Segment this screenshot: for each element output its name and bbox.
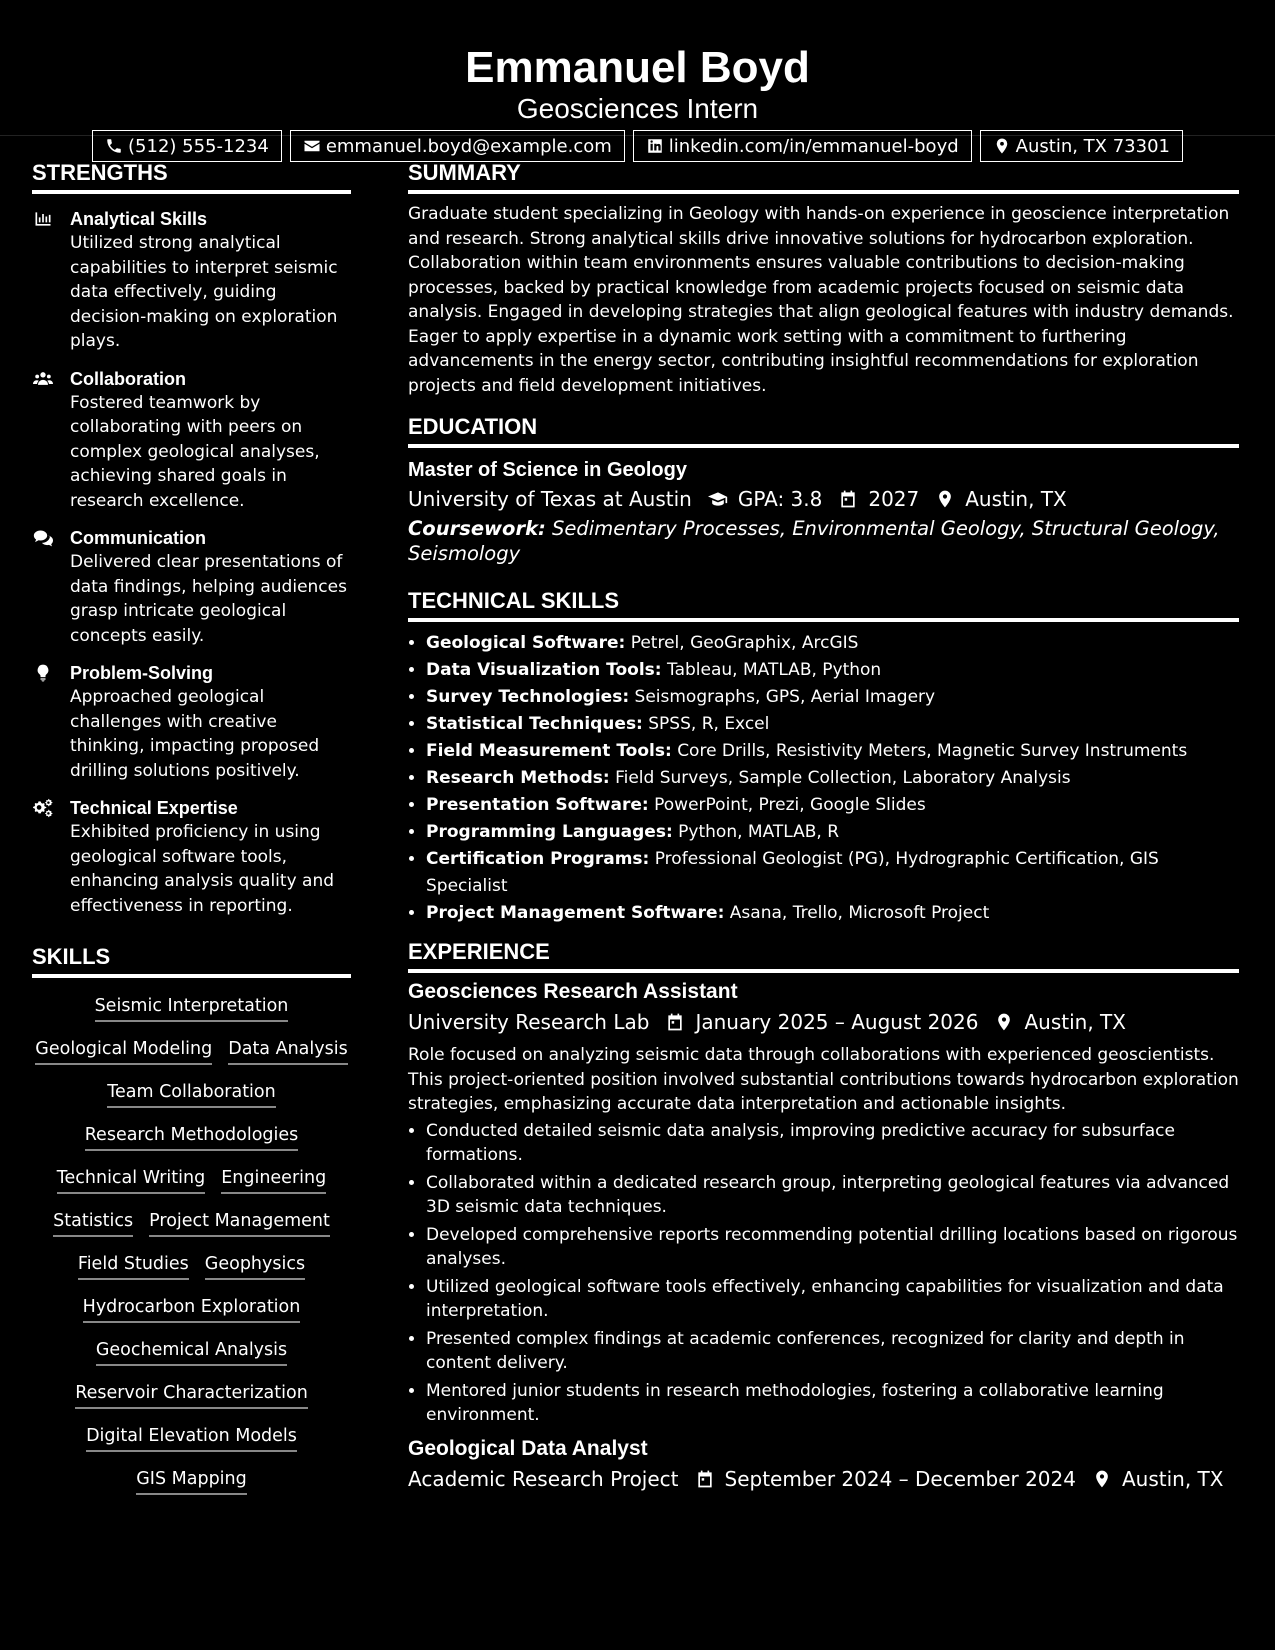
coursework-list: Sedimentary Processes, Environmental Geology, Structural Geology, Seismology	[408, 517, 1220, 565]
strength-description: Fostered teamwork by collaborating with peers on complex geological analyses, achieving shared goals in research excellence.	[70, 392, 320, 511]
skills-row	[32, 1295, 351, 1323]
skill-tag: Seismic Interpretation	[95, 994, 289, 1022]
right-column	[408, 136, 1239, 1495]
coursework-label: Coursework:	[408, 517, 546, 540]
strength-item	[32, 796, 351, 918]
skill-tag: Research Methodologies	[85, 1123, 299, 1151]
graduation-year: 2027	[868, 487, 920, 511]
technical-skill-item	[426, 738, 1239, 765]
technical-skill-value: Core Drills, Resistivity Meters, Magnetic Survey Instruments	[677, 741, 1188, 761]
technical-skill-value: Seismographs, GPS, Aerial Imagery	[634, 687, 936, 707]
calendar-icon	[695, 1469, 715, 1489]
technical-skill-value: Petrel, GeoGraphix, ArcGIS	[630, 633, 859, 653]
skill-tag: Geological Modeling	[35, 1037, 212, 1065]
strengths-heading: STRENGTHS	[32, 160, 351, 194]
strength-description: Approached geological challenges with creative thinking, impacting proposed drilling solutions positively.	[70, 687, 320, 781]
skill-tag: GIS Mapping	[136, 1467, 247, 1495]
skills-row	[32, 1123, 351, 1151]
school-name: University of Texas at Austin	[408, 487, 692, 511]
technical-skill-label: Data Visualization Tools:	[426, 660, 662, 680]
job-bullets	[408, 1119, 1239, 1428]
job-meta	[408, 1007, 1239, 1037]
summary-heading: SUMMARY	[408, 160, 1239, 194]
strengths-list	[32, 207, 351, 918]
technical-skill-label: Survey Technologies:	[426, 687, 630, 707]
technical-skill-value: Python, MATLAB, R	[678, 822, 840, 842]
job-location: Austin, TX	[1121, 1466, 1224, 1491]
experience-heading: EXPERIENCE	[408, 939, 1239, 973]
technical-skill-label: Geological Software:	[426, 633, 626, 653]
skills-heading: SKILLS	[32, 944, 351, 978]
gears-icon	[32, 798, 54, 818]
skills-row	[32, 1037, 351, 1065]
job-bullet: • Collaborated within a dedicated research group, interpreting geological features via advanced 3D seismic data techniques.	[426, 1171, 1239, 1220]
job-bullet: • Conducted detailed seismic data analysis, improving predictive accuracy for subsurface formations.	[426, 1119, 1239, 1168]
technical-skill-item	[426, 684, 1239, 711]
technical-skill-item	[426, 846, 1239, 900]
job-title: Geological Data Analyst	[408, 1436, 648, 1460]
graduation-cap-icon	[708, 489, 728, 509]
skill-tag: Digital Elevation Models	[86, 1424, 297, 1452]
strength-item	[32, 526, 351, 648]
left-column	[32, 136, 351, 1495]
technical-skill-item	[426, 657, 1239, 684]
job-title: Geosciences Research Assistant	[408, 980, 738, 1003]
technical-skills-heading: TECHNICAL SKILLS	[408, 588, 1239, 622]
strength-title: Collaboration	[70, 368, 186, 389]
skill-tag: Hydrocarbon Exploration	[83, 1295, 301, 1323]
contact-linkedin-text: linkedin.com/in/emmanuel-boyd	[668, 135, 959, 157]
job-organization: University Research Lab	[408, 1010, 650, 1034]
skills-row	[32, 1166, 351, 1194]
skills-row	[32, 1252, 351, 1280]
job-description: Role focused on analyzing seismic data through collaborations with experienced geoscientists. This project-oriented position involved substantial contributions towards hydrocarbon exploration strategies, emphasizing accurate data interpretation and actionable insights.	[408, 1045, 1239, 1114]
job-location: Austin, TX	[1024, 1010, 1126, 1034]
skills-row	[32, 1209, 351, 1237]
skill-tag: Team Collaboration	[107, 1080, 275, 1108]
technical-skill-value: Asana, Trello, Microsoft Project	[729, 903, 990, 923]
map-pin-icon	[935, 489, 955, 509]
job-dates: January 2025 – August 2026	[695, 1010, 979, 1034]
job-organization: Academic Research Project	[408, 1466, 679, 1491]
skill-tag: Field Studies	[78, 1252, 189, 1280]
strength-title: Problem-Solving	[70, 663, 214, 683]
skill-tag: Geophysics	[205, 1252, 305, 1280]
education-location: Austin, TX	[965, 487, 1067, 511]
calendar-icon	[838, 489, 858, 509]
job-bullet: • Developed comprehensive reports recommending potential drilling locations based on rigorous analyses.	[426, 1223, 1239, 1272]
education-meta	[408, 484, 1239, 514]
skills-list	[32, 994, 351, 1495]
resume-header	[0, 0, 1275, 157]
technical-skill-label: Certification Programs:	[426, 849, 650, 869]
skill-tag: Data Analysis	[228, 1037, 347, 1065]
technical-skill-label: Project Management Software:	[426, 903, 725, 923]
coursework	[408, 516, 1239, 566]
contact-phone-text: (512) 555-1234	[128, 135, 269, 157]
users-icon	[32, 369, 54, 389]
skill-tag: Reservoir Characterization	[75, 1381, 308, 1409]
skills-row	[32, 1381, 351, 1409]
technical-skill-item	[426, 819, 1239, 846]
strength-title: Analytical Skills	[70, 209, 208, 229]
skills-row	[32, 1424, 351, 1452]
skills-row	[32, 1467, 351, 1495]
job-bullet: • Mentored junior students in research methodologies, fostering a collaborative learning environment.	[426, 1379, 1239, 1428]
strength-description: Exhibited proficiency in using geological software tools, enhancing analysis quality and effectiveness in reporting.	[70, 822, 335, 916]
technical-skill-value: Field Surveys, Sample Collection, Laboratory Analysis	[615, 768, 1071, 788]
skill-tag: Engineering	[221, 1166, 326, 1194]
strength-item	[32, 661, 351, 783]
skill-tag: Statistics	[53, 1209, 133, 1237]
technical-skill-label: Field Measurement Tools:	[426, 741, 672, 761]
contact-location-text: Austin, TX 73301	[1015, 135, 1170, 157]
skill-tag: Technical Writing	[57, 1166, 205, 1194]
technical-skills-list	[408, 630, 1239, 927]
candidate-title: Geosciences Intern	[516, 93, 759, 124]
technical-skill-item	[426, 765, 1239, 792]
summary-text: Graduate student specializing in Geology with hands-on experience in geoscience interpretation and research. Strong analytical skills drive innovative solutions for hydrocarbon exploration. Collaboration within team environments ensures valuable contributions to decision-making processes, backed by practical knowledge from academic projects focused on seismic data analysis. Engaged in developing strategies that align geological features with industry demands. Eager to apply expertise in a dynamic work setting with a commitment to furthering advancements in the energy sector, contributing insightful recommendations for exploration projects and field development initiatives.	[408, 204, 1234, 396]
job-dates: September 2024 – December 2024	[724, 1466, 1076, 1491]
strength-description: Utilized strong analytical capabilities to interpret seismic data effectively, guiding decision-making on exploration plays.	[70, 233, 338, 351]
technical-skill-value: Tableau, MATLAB, Python	[667, 660, 882, 680]
job-meta	[408, 1464, 1239, 1494]
technical-skill-item	[426, 630, 1239, 657]
contact-email-text: emmanuel.boyd@example.com	[325, 135, 612, 157]
lightbulb-icon	[32, 663, 54, 683]
strength-item	[32, 367, 351, 514]
candidate-name: Emmanuel Boyd	[465, 43, 810, 92]
strength-item	[32, 207, 351, 354]
comments-icon	[32, 528, 54, 548]
degree-title: Master of Science in Geology	[408, 459, 687, 481]
job-bullet: • Presented complex findings at academic conferences, recognized for clarity and depth in content delivery.	[426, 1327, 1239, 1376]
map-pin-icon	[994, 1012, 1014, 1032]
technical-skill-item	[426, 900, 1239, 927]
skills-row	[32, 1338, 351, 1366]
skills-row	[32, 994, 351, 1022]
education-heading: EDUCATION	[408, 414, 1239, 448]
map-pin-icon	[1092, 1469, 1112, 1489]
strength-title: Communication	[70, 528, 207, 548]
technical-skill-value: SPSS, R, Excel	[648, 714, 770, 734]
technical-skill-label: Statistical Techniques:	[426, 714, 643, 734]
technical-skill-value: PowerPoint, Prezi, Google Slides	[654, 795, 926, 815]
technical-skill-label: Presentation Software:	[426, 795, 649, 815]
technical-skill-value: Professional Geologist (PG), Hydrographic Certification, GIS Specialist	[426, 849, 1159, 896]
gpa: GPA: 3.8	[737, 487, 823, 511]
strength-title: Technical Expertise	[70, 798, 238, 818]
skill-tag: Project Management	[149, 1209, 330, 1237]
technical-skill-label: Research Methods:	[426, 768, 610, 788]
skill-tag: Geochemical Analysis	[96, 1338, 287, 1366]
technical-skill-label: Programming Languages:	[426, 822, 673, 842]
skills-row	[32, 1080, 351, 1108]
technical-skill-item	[426, 711, 1239, 738]
strength-description: Delivered clear presentations of data findings, helping audiences grasp intricate geological concepts easily.	[70, 552, 347, 646]
technical-skill-item	[426, 792, 1239, 819]
job-bullet: • Utilized geological software tools effectively, enhancing capabilities for visualization and data interpretation.	[426, 1275, 1239, 1324]
bar-chart-icon	[32, 209, 54, 229]
calendar-icon	[665, 1012, 685, 1032]
